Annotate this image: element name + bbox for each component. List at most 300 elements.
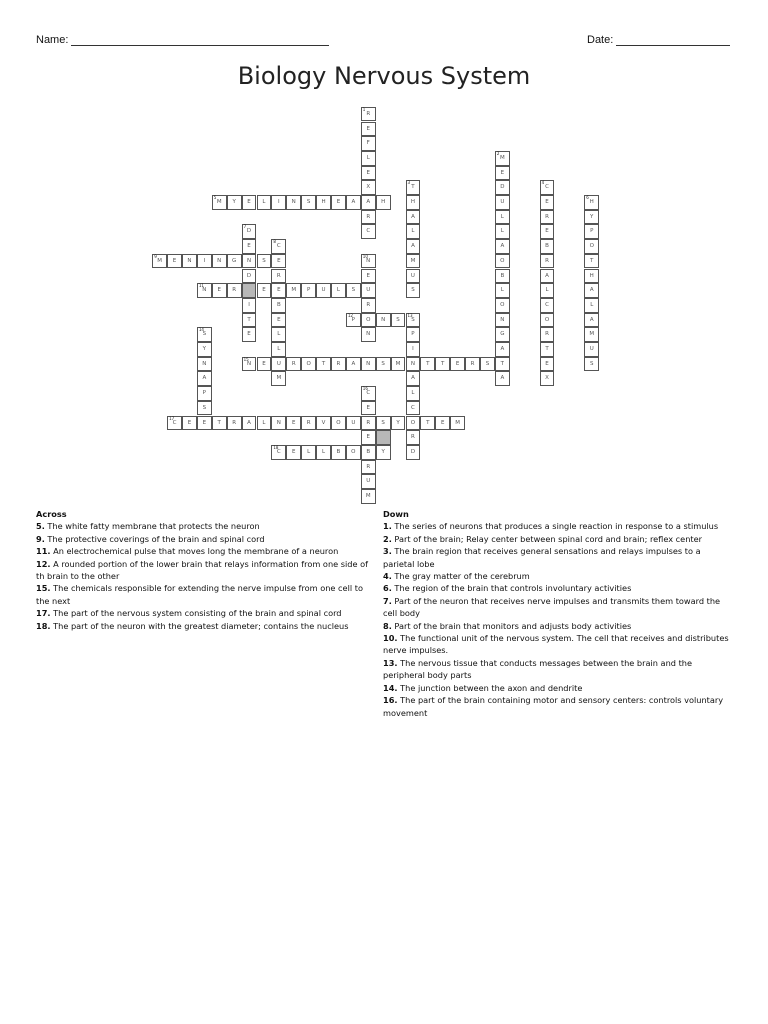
- down-heading: Down: [383, 509, 409, 519]
- down-clue-number: 14.: [383, 682, 398, 693]
- cell-letter: E: [202, 419, 207, 426]
- down-clue: [383, 533, 733, 545]
- across-clue-number: 5.: [36, 521, 45, 532]
- grid-cell[interactable]: [271, 283, 286, 298]
- grid-cell[interactable]: [346, 445, 361, 460]
- grid-cell[interactable]: [361, 151, 376, 166]
- grid-cell[interactable]: [584, 342, 599, 357]
- cell-letter: T: [247, 316, 251, 323]
- grid-cell[interactable]: [495, 239, 510, 254]
- grid-cell[interactable]: [584, 269, 599, 284]
- cell-letter: U: [500, 199, 505, 205]
- cell-letter: M: [395, 360, 401, 367]
- grid-cell[interactable]: [227, 416, 242, 431]
- grid-cell[interactable]: [331, 357, 346, 372]
- cell-letter: Y: [202, 346, 207, 352]
- grid-cell[interactable]: [167, 254, 182, 269]
- grid-cell[interactable]: [406, 283, 421, 298]
- grid-cell[interactable]: [540, 224, 555, 239]
- grid-cell[interactable]: [346, 313, 361, 328]
- grid-cell[interactable]: [420, 416, 435, 431]
- down-clue-number: 13.: [383, 657, 398, 668]
- grid-cell[interactable]: [346, 416, 361, 431]
- cell-letter: I: [278, 199, 280, 205]
- grid-cell[interactable]: [361, 283, 376, 298]
- grid-cell[interactable]: [406, 195, 421, 210]
- cell-letter: B: [545, 243, 549, 250]
- grid-cell[interactable]: [584, 313, 599, 328]
- grid-cell[interactable]: [346, 195, 361, 210]
- cell-letter: E: [336, 199, 341, 205]
- grid-cell[interactable]: [495, 180, 510, 195]
- cell-letter: F: [366, 140, 370, 147]
- grid-cell[interactable]: [242, 195, 257, 210]
- cell-letter: M: [365, 493, 371, 499]
- down-clue-text: The functional unit of the nervous system. The cell that receives and distributes nerve impulses.: [383, 633, 729, 656]
- down-clue-number: 6.: [383, 583, 392, 594]
- grid-cell[interactable]: [584, 224, 599, 239]
- grid-cell[interactable]: [197, 283, 212, 298]
- grid-cell[interactable]: [361, 474, 376, 489]
- grid-cell[interactable]: [406, 386, 421, 401]
- grid-cell[interactable]: [495, 371, 510, 386]
- grid-cell[interactable]: [495, 342, 510, 357]
- down-clue-number: 1.: [383, 521, 392, 532]
- cell-letter: H: [321, 199, 326, 205]
- cell-letter: E: [500, 169, 505, 176]
- down-clue: [383, 570, 733, 582]
- grid-cell[interactable]: [361, 489, 376, 504]
- grid-cell[interactable]: [331, 195, 346, 210]
- grid-cell[interactable]: [271, 357, 286, 372]
- cell-letter: O: [589, 243, 594, 250]
- grid-cell[interactable]: [406, 342, 421, 357]
- cell-letter: E: [292, 419, 296, 426]
- grid-cell[interactable]: [271, 313, 286, 328]
- cell-letter: U: [589, 346, 594, 352]
- grid-cell[interactable]: [406, 254, 421, 269]
- cell-letter: D: [410, 448, 416, 455]
- grid-cell[interactable]: [495, 166, 510, 181]
- grid-cell[interactable]: [271, 195, 286, 210]
- cell-letter: Y: [381, 448, 385, 455]
- grid-cell[interactable]: [584, 254, 599, 269]
- grid-cell[interactable]: [286, 357, 301, 372]
- cell-letter: T: [441, 360, 445, 367]
- grid-cell[interactable]: [301, 416, 316, 431]
- grid-cell[interactable]: [361, 195, 376, 210]
- cell-letter: U: [366, 287, 371, 294]
- grid-cell[interactable]: [361, 386, 376, 401]
- grid-cell[interactable]: [197, 254, 212, 269]
- grid-cell[interactable]: [212, 416, 227, 431]
- grid-cell[interactable]: [361, 460, 376, 475]
- grid-cell[interactable]: [271, 445, 286, 460]
- grid-cell[interactable]: [331, 445, 346, 460]
- grid-cell[interactable]: [361, 210, 376, 225]
- grid-cell[interactable]: [361, 298, 376, 313]
- grid-cell[interactable]: [376, 195, 391, 210]
- grid-cell[interactable]: [465, 357, 480, 372]
- cell-letter: N: [381, 316, 386, 323]
- grid-cell[interactable]: [316, 416, 331, 431]
- cell-letter: A: [589, 316, 594, 323]
- cell-letter: E: [277, 287, 281, 294]
- cell-letter: E: [247, 331, 251, 338]
- grid-cell[interactable]: [197, 342, 212, 357]
- down-clue: [383, 657, 733, 682]
- across-heading: Across: [36, 509, 67, 519]
- cell-letter: L: [277, 331, 281, 338]
- grid-cell[interactable]: [584, 298, 599, 313]
- grid-cell[interactable]: [316, 445, 331, 460]
- grid-cell[interactable]: [435, 357, 450, 372]
- grid-cell[interactable]: [331, 283, 346, 298]
- grid-cell[interactable]: [540, 180, 555, 195]
- cell-letter: E: [366, 272, 370, 279]
- cell-letter: A: [500, 346, 505, 352]
- grid-cell[interactable]: [242, 224, 257, 239]
- cell-letter: A: [500, 375, 505, 382]
- across-clue-number: 15.: [36, 583, 51, 594]
- grid-cell[interactable]: [584, 283, 599, 298]
- date-blank-line[interactable]: [616, 35, 730, 46]
- grid-cell[interactable]: [376, 416, 391, 431]
- clue-number-label: 8: [273, 239, 276, 245]
- cell-letter: I: [203, 257, 206, 264]
- cell-letter: R: [545, 331, 549, 338]
- grid-cell[interactable]: [450, 416, 465, 431]
- cell-letter: N: [217, 257, 222, 264]
- grid-cell[interactable]: [271, 416, 286, 431]
- cell-letter: D: [246, 228, 252, 235]
- grid-cell[interactable]: [286, 283, 301, 298]
- cell-letter: A: [545, 272, 549, 279]
- grid-cell[interactable]: [495, 254, 510, 269]
- grid-cell[interactable]: [316, 283, 331, 298]
- cell-letter: N: [246, 360, 252, 367]
- grid-cell[interactable]: [197, 416, 212, 431]
- grid-cell[interactable]: [316, 195, 331, 210]
- cell-letter: R: [232, 287, 237, 294]
- cell-letter: G: [500, 331, 505, 338]
- grid-cell[interactable]: [197, 357, 212, 372]
- grid-cell[interactable]: [406, 210, 421, 225]
- grid-cell[interactable]: [227, 195, 242, 210]
- grid-cell[interactable]: [406, 416, 421, 431]
- cell-letter: L: [322, 448, 326, 455]
- grid-cell[interactable]: [361, 445, 376, 460]
- grid-cell[interactable]: [271, 298, 286, 313]
- grid-cell[interactable]: [346, 283, 361, 298]
- grid-cell[interactable]: [361, 357, 376, 372]
- grid-cell[interactable]: [540, 269, 555, 284]
- clue-number-label: 5: [213, 195, 217, 200]
- grid-cell[interactable]: [346, 357, 361, 372]
- grid-cell[interactable]: [361, 180, 376, 195]
- cell-letter: M: [291, 287, 297, 294]
- grid-cell[interactable]: [406, 445, 421, 460]
- grid-cell[interactable]: [271, 239, 286, 254]
- grid-cell[interactable]: [242, 327, 257, 342]
- cell-letter: O: [351, 448, 356, 455]
- grid-cell[interactable]: [361, 254, 376, 269]
- grid-cell[interactable]: [152, 254, 167, 269]
- cell-letter: P: [306, 287, 311, 294]
- cell-letter: P: [411, 331, 415, 338]
- cell-letter: N: [202, 287, 207, 294]
- grid-cell[interactable]: [197, 401, 212, 416]
- grid-cell[interactable]: [495, 298, 510, 313]
- grid-cell[interactable]: [361, 269, 376, 284]
- grid-cell[interactable]: [271, 371, 286, 386]
- cell-letter: S: [351, 287, 356, 294]
- grid-cell[interactable]: [257, 416, 272, 431]
- cell-letter: L: [336, 287, 340, 294]
- cell-letter: N: [291, 199, 296, 205]
- cell-letter: N: [276, 419, 281, 426]
- down-clue: [383, 545, 733, 570]
- grid-cell[interactable]: [361, 416, 376, 431]
- clue-number-label: 7: [243, 224, 247, 230]
- cell-letter: L: [545, 287, 549, 294]
- grid-cell[interactable]: [242, 357, 257, 372]
- grid-cell[interactable]: [391, 416, 406, 431]
- grid-cell[interactable]: [286, 195, 301, 210]
- grid-cell[interactable]: [406, 313, 421, 328]
- cell-letter: R: [366, 463, 371, 470]
- grid-cell[interactable]: [301, 445, 316, 460]
- grid-cell[interactable]: [197, 327, 212, 342]
- grid-cell[interactable]: [584, 239, 599, 254]
- grid-cell[interactable]: [242, 298, 257, 313]
- cell-letter: H: [589, 199, 594, 205]
- grid-cell[interactable]: [212, 195, 227, 210]
- grid-cell[interactable]: [242, 416, 257, 431]
- grid-cell[interactable]: [361, 430, 376, 445]
- grid-cell[interactable]: [257, 283, 272, 298]
- grid-cell[interactable]: [227, 254, 242, 269]
- cell-letter: L: [307, 448, 311, 455]
- grid-cell[interactable]: [495, 224, 510, 239]
- grid-cell[interactable]: [480, 357, 495, 372]
- grid-cell[interactable]: [495, 210, 510, 225]
- grid-cell[interactable]: [391, 313, 406, 328]
- grid-cell[interactable]: [197, 371, 212, 386]
- grid-cell[interactable]: [540, 210, 555, 225]
- grid-cell[interactable]: [540, 283, 555, 298]
- across-clue-number: 18.: [36, 620, 51, 631]
- grid-cell[interactable]: [286, 445, 301, 460]
- cell-letter: R: [336, 360, 341, 367]
- down-clue: [383, 682, 733, 694]
- grid-cell[interactable]: [495, 269, 510, 284]
- grid-cell[interactable]: [271, 254, 286, 269]
- grid-cell[interactable]: [495, 195, 510, 210]
- cell-letter: E: [262, 360, 266, 367]
- cell-letter: D: [246, 272, 252, 279]
- grid-cell[interactable]: [182, 254, 197, 269]
- grid-cell[interactable]: [540, 239, 555, 254]
- grid-cell[interactable]: [406, 430, 421, 445]
- cell-letter: B: [276, 301, 281, 308]
- grid-cell[interactable]: [182, 416, 197, 431]
- cell-letter: N: [500, 316, 505, 323]
- across-clue-list: [36, 520, 372, 632]
- grid-cell[interactable]: [227, 283, 242, 298]
- across-clue-text: The protective coverings of the brain and spinal cord: [47, 533, 265, 544]
- cell-letter: L: [277, 346, 281, 352]
- grid-cell[interactable]: [420, 357, 435, 372]
- cell-letter: E: [366, 169, 370, 176]
- grid-cell[interactable]: [286, 416, 301, 431]
- grid-cell[interactable]: [540, 313, 555, 328]
- cell-letter: E: [455, 360, 460, 367]
- grid-cell[interactable]: [257, 357, 272, 372]
- grid-cell[interactable]: [301, 357, 316, 372]
- across-clues: [36, 508, 372, 632]
- cell-letter: A: [500, 243, 505, 250]
- grid-cell[interactable]: [495, 151, 510, 166]
- cell-letter: S: [411, 287, 415, 294]
- grid-cell[interactable]: [540, 342, 555, 357]
- name-field[interactable]: [36, 34, 329, 46]
- grid-cell[interactable]: [271, 342, 286, 357]
- grid-cell[interactable]: [331, 416, 346, 431]
- down-clue-text: The series of neurons that produces a single reaction in response to a stimulus: [394, 521, 719, 532]
- date-field[interactable]: [587, 34, 730, 46]
- grid-cell[interactable]: [540, 298, 555, 313]
- clue-number-label: 9: [154, 253, 157, 259]
- grid-cell[interactable]: [391, 357, 406, 372]
- grid-cell[interactable]: [406, 401, 421, 416]
- grid-cell[interactable]: [197, 386, 212, 401]
- down-clue-number: 10.: [383, 633, 398, 644]
- grid-cell[interactable]: [271, 327, 286, 342]
- cell-letter: Y: [396, 419, 400, 426]
- grid-cell[interactable]: [242, 313, 257, 328]
- grid-cell[interactable]: [361, 166, 376, 181]
- cell-letter: M: [410, 257, 416, 264]
- grid-cell[interactable]: [584, 357, 599, 372]
- cell-letter: U: [351, 419, 356, 426]
- grid-cell[interactable]: [540, 254, 555, 269]
- down-clue-text: The junction between the axon and dendrite: [400, 682, 583, 693]
- grid-cell[interactable]: [361, 122, 376, 137]
- cell-letter: N: [187, 257, 192, 264]
- grid-cell[interactable]: [212, 254, 227, 269]
- grid-cell[interactable]: [242, 269, 257, 284]
- grid-cell[interactable]: [361, 224, 376, 239]
- grid-cell[interactable]: [301, 195, 316, 210]
- grid-cell[interactable]: [406, 371, 421, 386]
- cell-letter: R: [366, 301, 371, 308]
- grid-cell[interactable]: [376, 313, 391, 328]
- grid-cell[interactable]: [495, 327, 510, 342]
- name-blank-line[interactable]: [71, 35, 329, 46]
- clue-number-label: 11: [198, 283, 204, 289]
- grid-cell[interactable]: [257, 254, 272, 269]
- cell-letter: E: [187, 419, 192, 426]
- grid-cell[interactable]: [450, 357, 465, 372]
- grid-cell[interactable]: [376, 357, 391, 372]
- grid-cell[interactable]: [495, 283, 510, 298]
- cell-letter: T: [411, 184, 415, 191]
- clue-number-label: 4: [541, 180, 545, 186]
- across-clue: [36, 533, 372, 545]
- across-clue-number: 17.: [36, 608, 51, 619]
- cell-letter: I: [412, 346, 414, 352]
- grid-cell[interactable]: [376, 445, 391, 460]
- grid-cell[interactable]: [584, 327, 599, 342]
- grid-cell[interactable]: [540, 327, 555, 342]
- down-clue-text: Part of the neuron that receives nerve impulses and transmits them toward the cell body: [383, 595, 721, 619]
- across-clue: [36, 520, 372, 532]
- grid-cell[interactable]: [406, 180, 421, 195]
- grid-cell[interactable]: [242, 254, 257, 269]
- grid-cell[interactable]: [406, 357, 421, 372]
- cell-letter: O: [306, 360, 311, 367]
- grid-cell[interactable]: [316, 357, 331, 372]
- grid-cell[interactable]: [361, 107, 376, 122]
- grid-cell[interactable]: [406, 269, 421, 284]
- cell-letter: E: [545, 360, 549, 367]
- down-clue: [383, 595, 733, 620]
- grid-cell[interactable]: [406, 239, 421, 254]
- grid-cell[interactable]: [540, 195, 555, 210]
- down-clue-number: 16.: [383, 695, 398, 706]
- cell-letter: L: [262, 199, 266, 205]
- grid-cell[interactable]: [361, 313, 376, 328]
- grid-cell[interactable]: [242, 239, 257, 254]
- across-clue-number: 11.: [36, 546, 51, 557]
- cell-letter: O: [366, 316, 371, 323]
- grid-cell[interactable]: [584, 210, 599, 225]
- cell-letter: T: [321, 360, 326, 367]
- across-clue-text: The chemicals responsible for extending the nerve impulse from one cell to the next: [36, 583, 363, 606]
- grid-cell[interactable]: [212, 283, 227, 298]
- grid-cell[interactable]: [167, 416, 182, 431]
- cell-letter: E: [545, 199, 549, 205]
- grid-cell[interactable]: [257, 195, 272, 210]
- date-label: Date:: [587, 34, 614, 46]
- grid-cell[interactable]: [540, 371, 555, 386]
- grid-cell[interactable]: [406, 224, 421, 239]
- cell-letter: B: [500, 272, 505, 279]
- down-clue: [383, 694, 733, 719]
- across-clue-text: The white fatty membrane that protects the neuron: [47, 521, 260, 532]
- cell-letter: H: [589, 272, 594, 279]
- grid-cell[interactable]: [495, 313, 510, 328]
- down-clue-text: Part of the brain; Relay center between spinal cord and brain; reflex center: [394, 533, 703, 544]
- grid-cell[interactable]: [495, 357, 510, 372]
- cell-letter: R: [276, 272, 281, 279]
- grid-cell[interactable]: [406, 327, 421, 342]
- grid-cell[interactable]: [271, 269, 286, 284]
- grid-cell[interactable]: [540, 357, 555, 372]
- cell-letter: P: [202, 390, 206, 397]
- cell-letter: E: [277, 316, 281, 323]
- cell-letter: S: [306, 199, 311, 205]
- grid-cell[interactable]: [361, 327, 376, 342]
- cell-letter: G: [232, 257, 237, 264]
- cell-letter: A: [589, 287, 594, 294]
- grid-cell[interactable]: [361, 136, 376, 151]
- grid-cell[interactable]: [584, 195, 599, 210]
- grid-cell[interactable]: [301, 283, 316, 298]
- grid-cell[interactable]: [435, 416, 450, 431]
- grid-cell[interactable]: [361, 401, 376, 416]
